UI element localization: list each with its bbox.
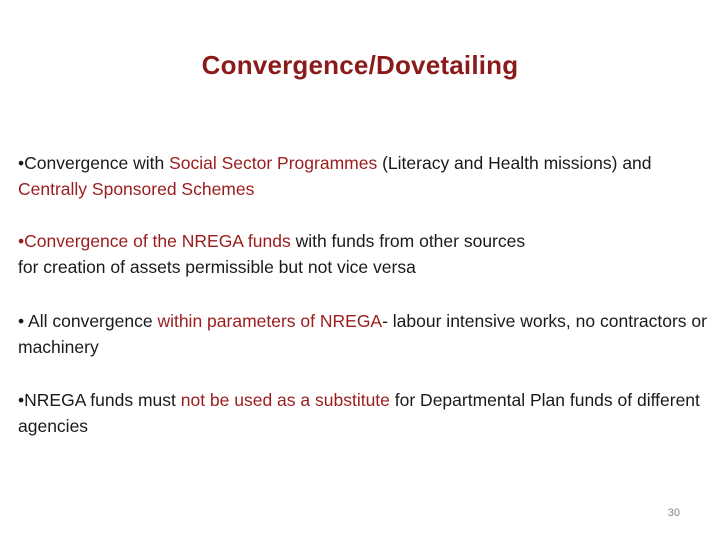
bullet-text: (Literacy and Health missions) and [377,153,652,173]
bullet-text: Convergence with [24,153,170,173]
bullet-highlight: Social Sector Programmes [169,153,378,173]
bullet-item [18,150,708,202]
bullet-text: for Departmental Plan funds of different agencies [18,390,700,436]
bullet-text: All convergence [28,311,158,331]
bullet-highlight: NREGA funds [181,231,291,251]
bullet-text: for creation of assets permissible but not vice versa [18,257,416,277]
bullet-text: NREGA funds must [24,390,181,410]
page-number: 30 [667,507,680,519]
bullet-highlight: Centrally Sponsored Schemes [18,179,255,199]
bullet-text: with funds from other sources [290,231,526,251]
slide-title: Convergence/Dovetailing [201,50,519,80]
bullet-item [18,387,708,439]
bullet-marker: • [18,390,25,410]
bullet-highlight: within parameters of NREGA [157,311,383,331]
bullet-highlight: not be used as a substitute [180,390,390,410]
bullet-item [18,228,708,280]
bullet-marker: • [18,311,25,331]
bullet-marker: • [18,153,25,173]
bullet-highlight: Convergence of the [24,231,182,251]
bullet-item [18,308,708,360]
bullet-marker: • [18,231,25,251]
bullet-text: - labour intensive works, no contractors or machinery [18,311,707,357]
